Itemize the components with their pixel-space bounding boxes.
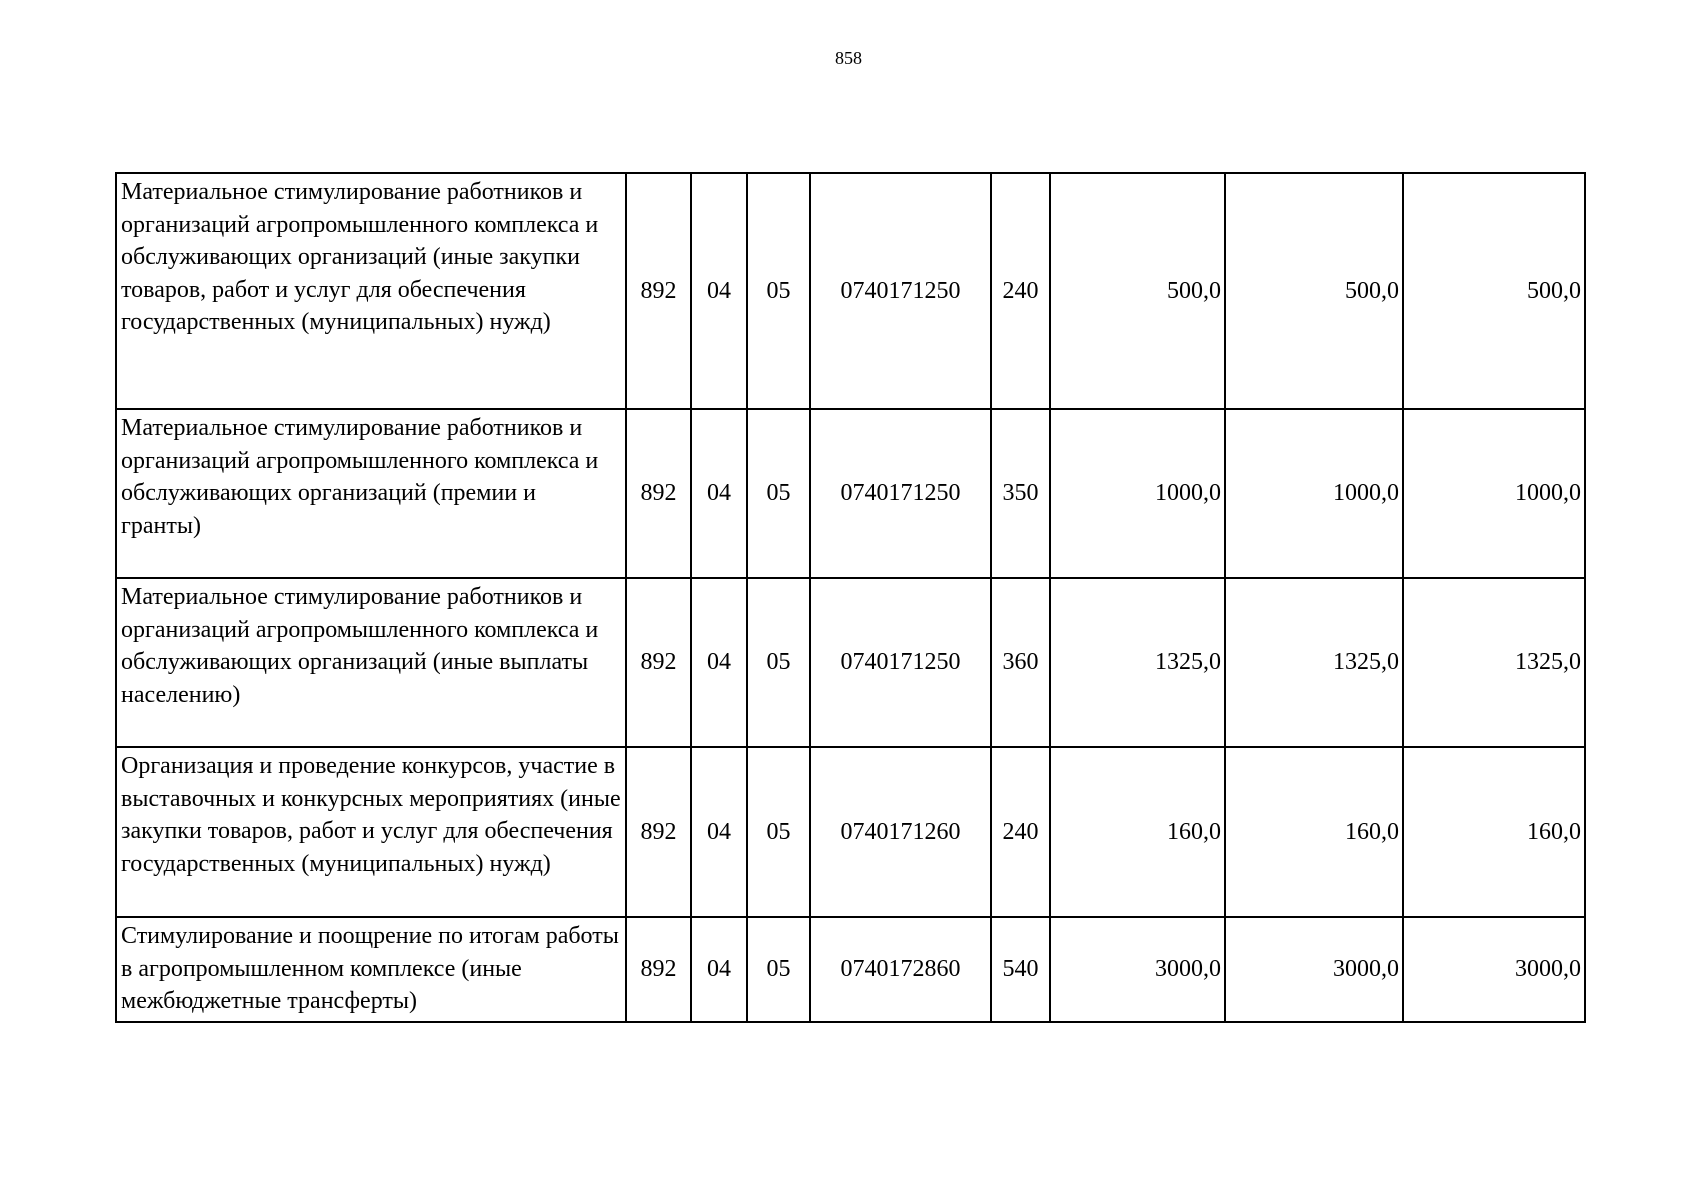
expense-type-cell: 360 xyxy=(991,578,1050,747)
amount-year1-cell: 3000,0 xyxy=(1050,917,1225,1022)
expense-type-cell: 540 xyxy=(991,917,1050,1022)
amount-year2-cell: 160,0 xyxy=(1225,747,1403,917)
ministry-code-cell: 892 xyxy=(626,578,691,747)
amount-year1-cell: 1325,0 xyxy=(1050,578,1225,747)
subsection-code-cell: 05 xyxy=(747,747,810,917)
target-article-cell: 0740171260 xyxy=(810,747,991,917)
amount-year2-cell: 3000,0 xyxy=(1225,917,1403,1022)
amount-year1-cell: 1000,0 xyxy=(1050,409,1225,578)
subsection-code-cell: 05 xyxy=(747,917,810,1022)
amount-year2-cell: 500,0 xyxy=(1225,173,1403,409)
expense-type-cell: 350 xyxy=(991,409,1050,578)
table-row xyxy=(116,173,1585,409)
ministry-code-cell: 892 xyxy=(626,173,691,409)
expense-name-cell: Материальное стимулирование работников и организаций агропромышленного комплекса и обслуживающих организаций (премии и гранты) xyxy=(116,409,626,578)
amount-year1-cell: 160,0 xyxy=(1050,747,1225,917)
amount-year3-cell: 500,0 xyxy=(1403,173,1585,409)
amount-year1-cell: 500,0 xyxy=(1050,173,1225,409)
table-row xyxy=(116,578,1585,747)
expense-name-cell: Организация и проведение конкурсов, участие в выставочных и конкурсных мероприятиях (иные закупки товаров, работ и услуг для обеспечения государственных (муниципальных) нужд) xyxy=(116,747,626,917)
budget-table xyxy=(115,172,1586,1023)
section-code-cell: 04 xyxy=(691,409,747,578)
amount-year2-cell: 1325,0 xyxy=(1225,578,1403,747)
target-article-cell: 0740171250 xyxy=(810,578,991,747)
table-row xyxy=(116,409,1585,578)
section-code-cell: 04 xyxy=(691,578,747,747)
ministry-code-cell: 892 xyxy=(626,747,691,917)
subsection-code-cell: 05 xyxy=(747,578,810,747)
page-number: 858 xyxy=(835,48,862,68)
section-code-cell: 04 xyxy=(691,173,747,409)
expense-name-cell: Стимулирование и поощрение по итогам работы в агропромышленном комплексе (иные межбюджетные трансферты) xyxy=(116,917,626,1022)
target-article-cell: 0740171250 xyxy=(810,173,991,409)
amount-year3-cell: 1000,0 xyxy=(1403,409,1585,578)
section-code-cell: 04 xyxy=(691,747,747,917)
expense-name-cell: Материальное стимулирование работников и организаций агропромышленного комплекса и обслуживающих организаций (иные выплаты населению) xyxy=(116,578,626,747)
amount-year3-cell: 160,0 xyxy=(1403,747,1585,917)
subsection-code-cell: 05 xyxy=(747,173,810,409)
expense-type-cell: 240 xyxy=(991,747,1050,917)
target-article-cell: 0740172860 xyxy=(810,917,991,1022)
ministry-code-cell: 892 xyxy=(626,917,691,1022)
ministry-code-cell: 892 xyxy=(626,409,691,578)
amount-year3-cell: 1325,0 xyxy=(1403,578,1585,747)
expense-name-cell: Материальное стимулирование работников и организаций агропромышленного комплекса и обслуживающих организаций (иные закупки товаров, работ и услуг для обеспечения государственных (муниципальных) нужд) xyxy=(116,173,626,409)
table-row xyxy=(116,747,1585,917)
subsection-code-cell: 05 xyxy=(747,409,810,578)
table-row xyxy=(116,917,1585,1022)
target-article-cell: 0740171250 xyxy=(810,409,991,578)
section-code-cell: 04 xyxy=(691,917,747,1022)
amount-year2-cell: 1000,0 xyxy=(1225,409,1403,578)
expense-type-cell: 240 xyxy=(991,173,1050,409)
amount-year3-cell: 3000,0 xyxy=(1403,917,1585,1022)
